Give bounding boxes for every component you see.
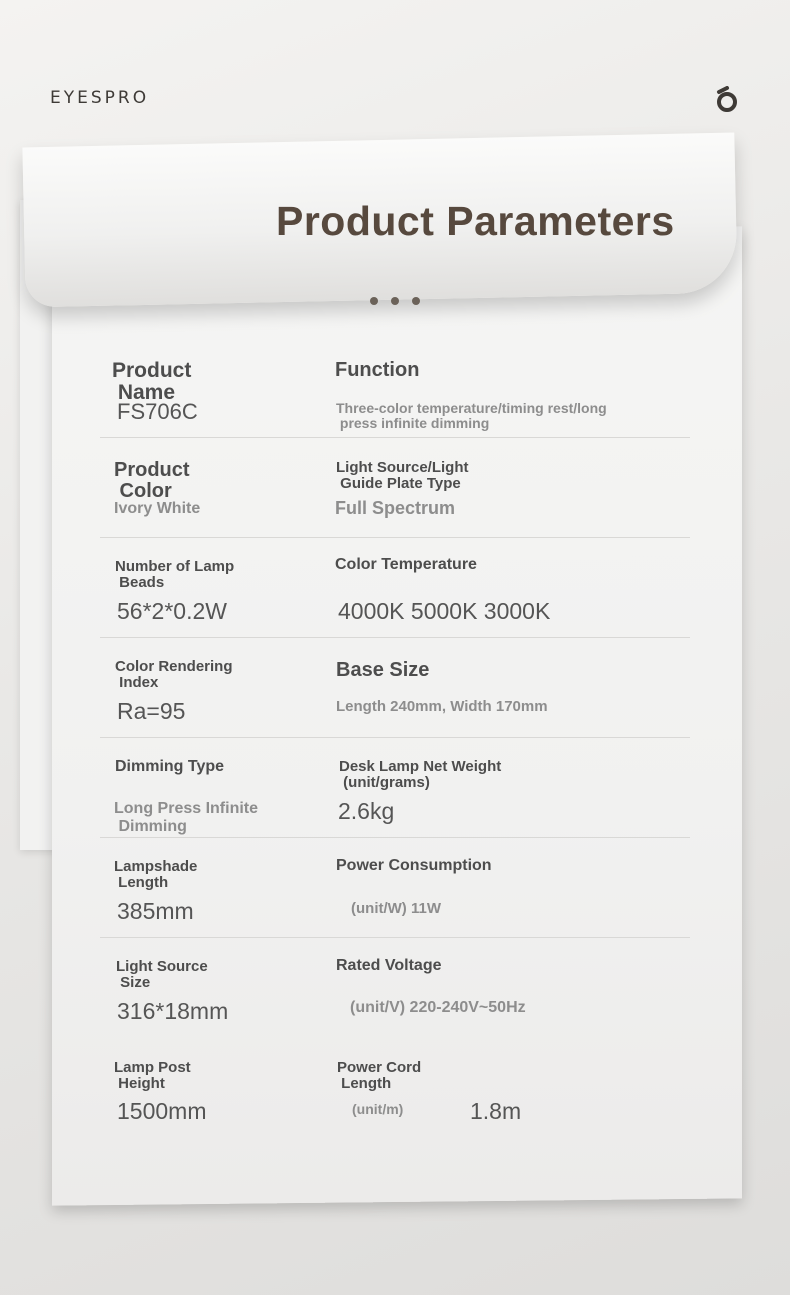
value-dimming-type: Long Press Infinite Dimming <box>114 800 259 835</box>
label-power-cord-length: Power Cord Length <box>337 1059 422 1092</box>
label-lampshade-length: Lampshade Length <box>114 858 198 891</box>
value-power-consumption: (unit/W) 11W <box>351 900 441 917</box>
label-function: Function <box>335 359 420 381</box>
label-light-source-type: Light Source/Light Guide Plate Type <box>336 459 469 492</box>
label-cri: Color Rendering Index <box>115 658 233 691</box>
value-power-cord-length: 1.8m <box>470 1098 522 1124</box>
row-divider <box>100 637 690 638</box>
value-product-color: Ivory White <box>114 500 201 517</box>
label-lamp-post-height: Lamp Post Height <box>114 1059 191 1092</box>
label-product-color: Product Color <box>114 459 190 502</box>
label-power-consumption: Power Consumption <box>336 857 492 874</box>
page-title: Product Parameters <box>276 198 675 244</box>
value-light-source-type: Full Spectrum <box>335 498 456 518</box>
label-rated-voltage: Rated Voltage <box>336 957 442 974</box>
row-divider <box>100 537 690 538</box>
value-lamp-beads: 56*2*0.2W <box>117 598 227 624</box>
unit-power-cord-length: (unit/m) <box>352 1101 404 1117</box>
value-color-temperature: 4000K 5000K 3000K <box>338 598 551 624</box>
dots-decoration <box>370 297 420 305</box>
label-dimming-type: Dimming Type <box>115 758 225 775</box>
label-base-size: Base Size <box>336 659 430 681</box>
value-rated-voltage: (unit/V) 220-240V~50Hz <box>350 999 526 1016</box>
value-lamp-post-height: 1500mm <box>117 1098 207 1124</box>
value-function: Three-color temperature/timing rest/long press infinite dimming <box>336 400 607 432</box>
row-divider <box>100 737 690 738</box>
value-light-source-size: 316*18mm <box>117 998 229 1024</box>
brand-logo: EYESPRO <box>50 88 150 108</box>
label-light-source-size: Light Source Size <box>116 958 208 991</box>
row-divider <box>100 437 690 438</box>
label-product-name: Product Name <box>112 359 192 405</box>
brand-mark-icon <box>713 86 741 114</box>
label-net-weight: Desk Lamp Net Weight (unit/grams) <box>339 758 502 791</box>
row-divider <box>100 837 690 838</box>
value-net-weight: 2.6kg <box>338 798 395 824</box>
value-product-name: FS706C <box>117 399 198 424</box>
value-base-size: Length 240mm, Width 170mm <box>336 698 548 715</box>
value-cri: Ra=95 <box>117 698 186 724</box>
value-lampshade-length: 385mm <box>117 898 194 924</box>
row-divider <box>100 937 690 938</box>
label-lamp-beads: Number of Lamp Beads <box>115 558 235 591</box>
label-color-temperature: Color Temperature <box>335 556 477 573</box>
